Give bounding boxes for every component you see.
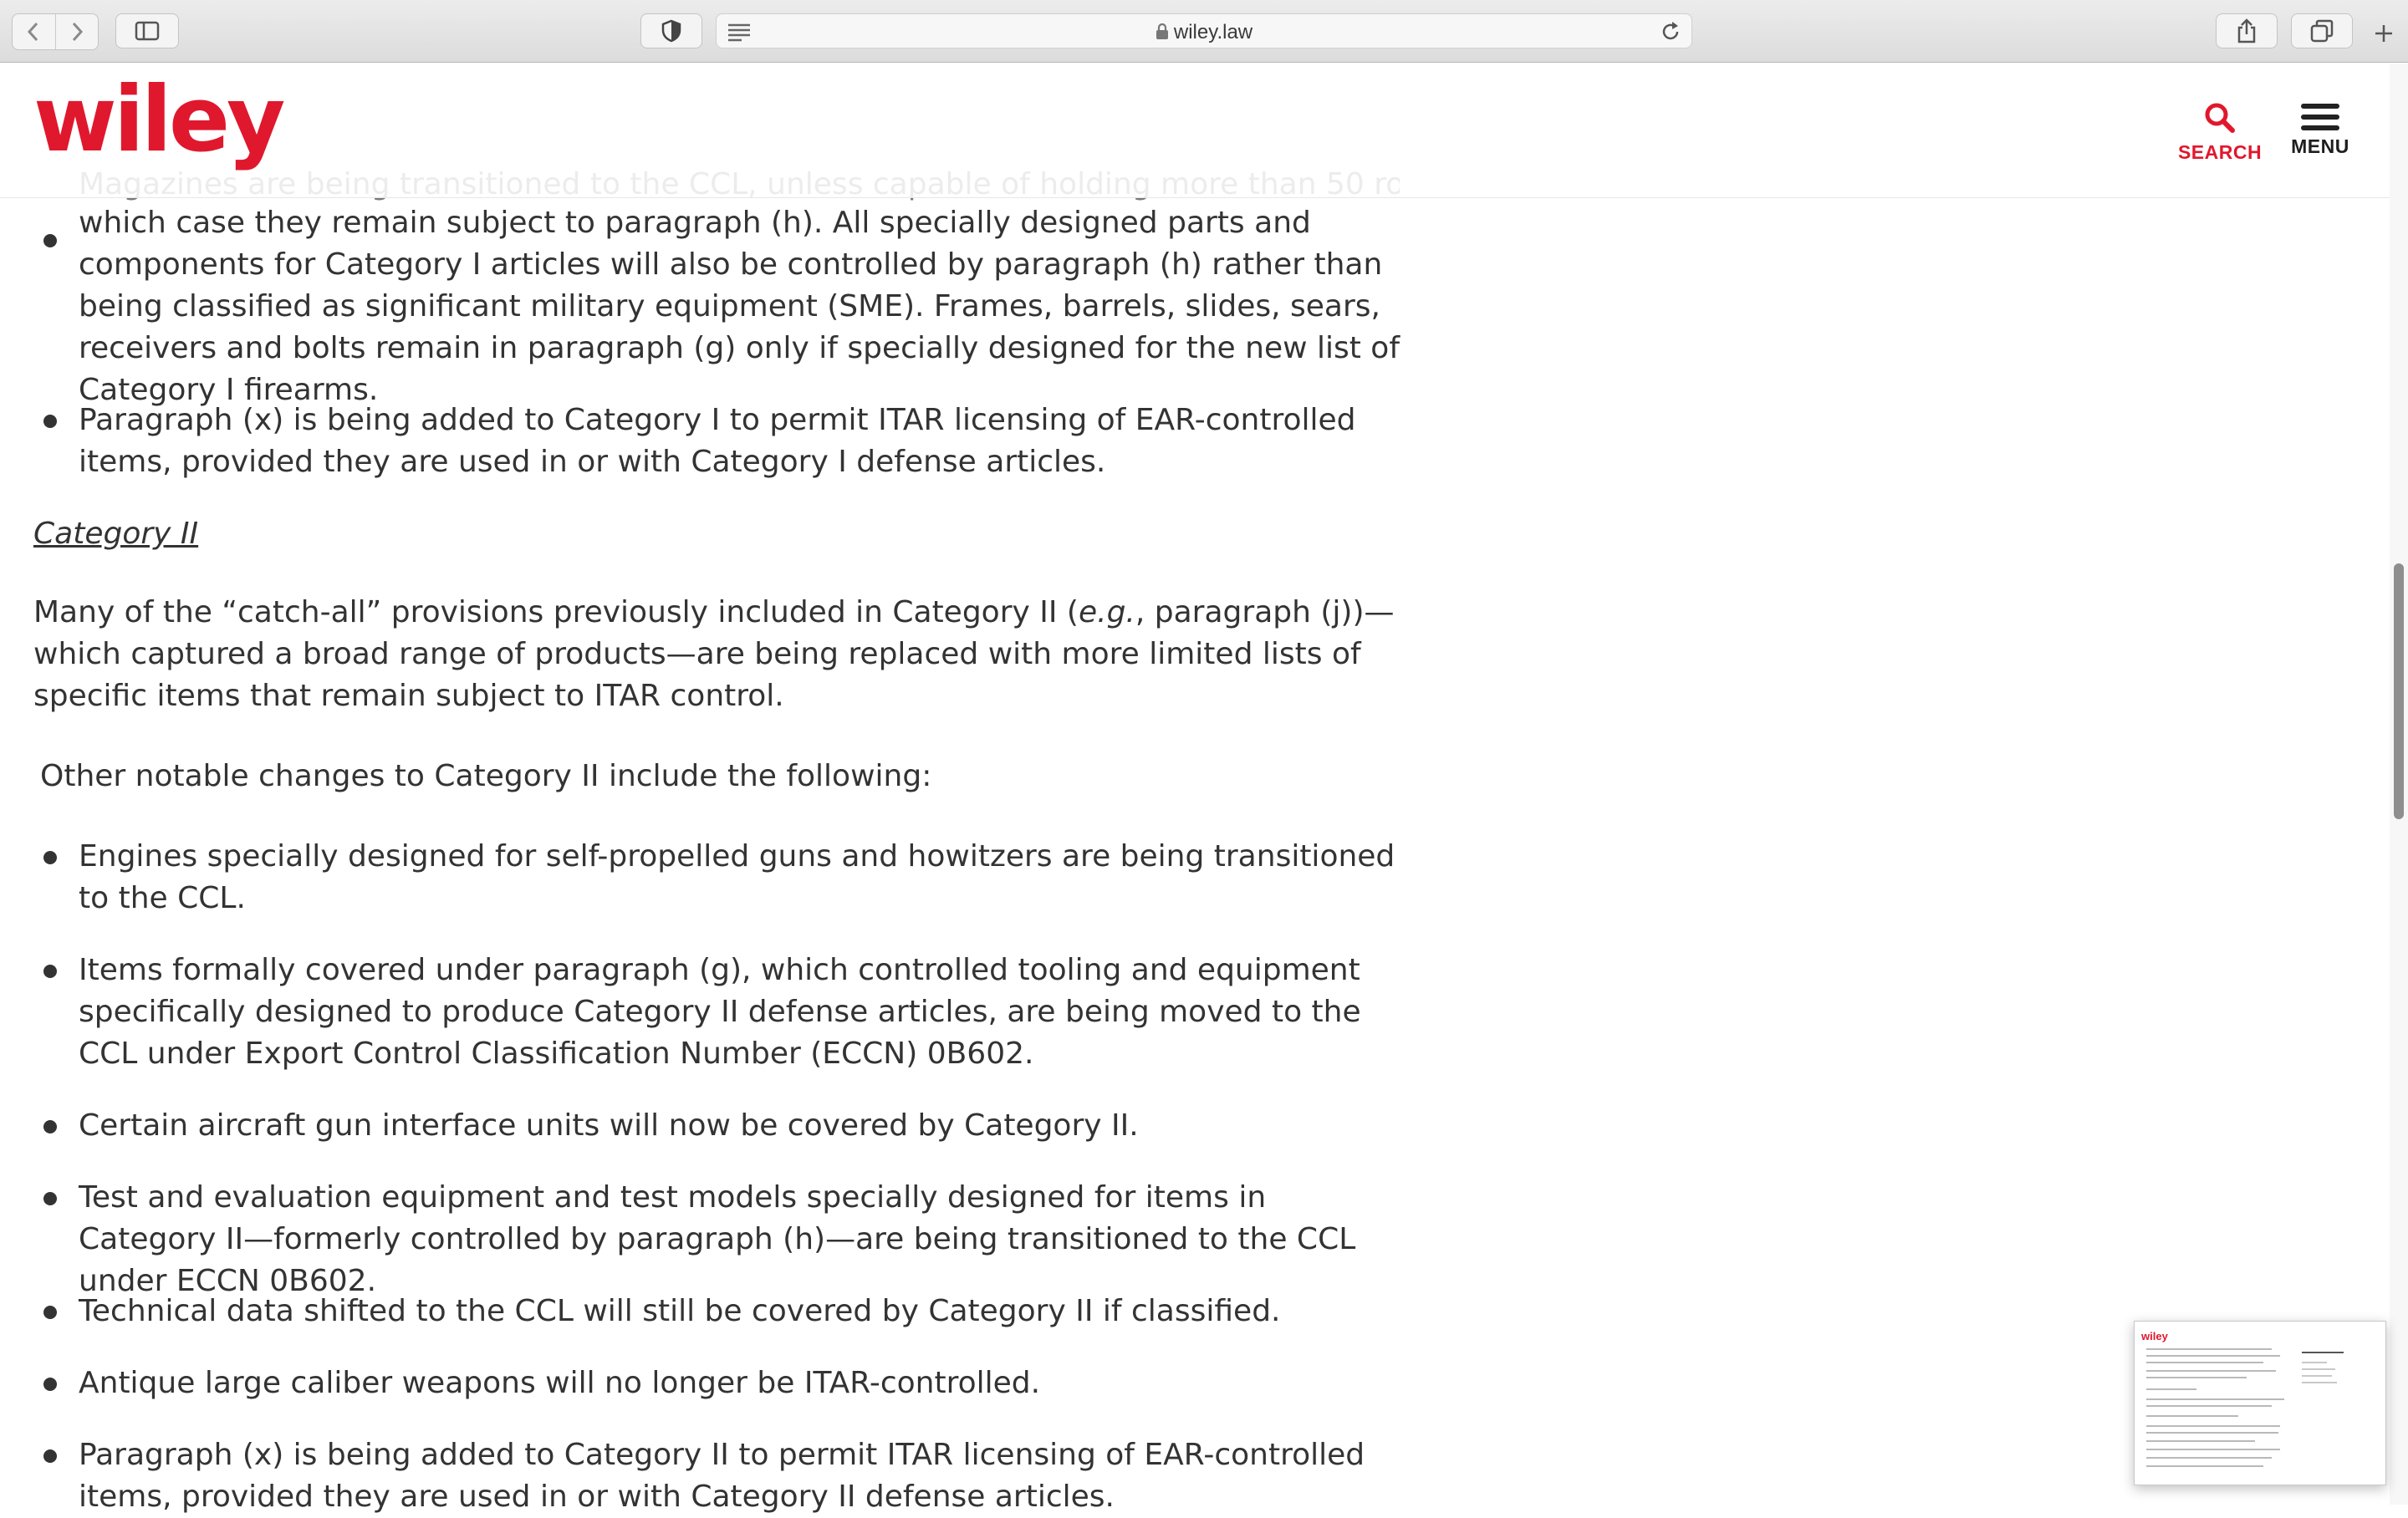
sidebar-button[interactable]	[115, 13, 179, 48]
hamburger-icon	[2283, 104, 2358, 130]
list-item: Paragraph (x) is being added to Category II to permit ITAR licensing of EAR-controlled items, provided they are used in or with Category II defense articles.	[79, 1438, 1365, 1514]
chevron-left-icon	[26, 21, 41, 43]
shield-icon	[661, 19, 681, 43]
paragraph: Other notable changes to Category II include the following:	[40, 759, 932, 793]
share-button[interactable]	[2216, 13, 2278, 48]
plus-icon	[2373, 23, 2395, 44]
url-text: wiley.law	[1173, 21, 1253, 43]
new-tab-button[interactable]	[2363, 15, 2405, 52]
list-item: Items formally covered under paragraph (g), which controlled tooling and equipment specifically designed to produce Category II defense articles, are being moved to the CCL under Export Control Classification Number (ECCN) 0B602.	[79, 953, 1361, 1071]
bullet-dot	[43, 965, 57, 978]
menu-label: MENU	[2291, 135, 2349, 157]
paragraph	[33, 592, 1405, 717]
back-button[interactable]	[13, 14, 55, 49]
section-heading: Category II	[33, 517, 199, 551]
list-item: Technical data shifted to the CCL will still be covered by Category II if classified.	[79, 1294, 1281, 1328]
bullet-dot	[43, 1192, 57, 1205]
paragraph-text: Many of the “catch-all” provisions previously included in Category II (	[33, 595, 1079, 629]
list-item: which case they remain subject to paragraph (h). All specially designed parts and components for Category I articles will also be controlled by paragraph (h) rather than being classified as significant military equipment (SME). Frames, barrels, slides, sears, receivers and bolts remain in paragraph (g) only if specially designed for the new list of Category I firearms.	[79, 206, 1400, 407]
bullet-dot	[43, 1306, 57, 1319]
list-item: Paragraph (x) is being added to Category I to permit ITAR licensing of EAR-controlled items, provided they are used in or with Category I defense articles.	[79, 403, 1356, 479]
bullet-dot	[43, 1120, 57, 1133]
list-item: Antique large caliber weapons will no longer be ITAR-controlled.	[79, 1366, 1041, 1400]
tabs-icon	[2310, 19, 2334, 43]
bullet-dot	[43, 234, 57, 247]
paragraph-emphasis: e.g.	[1078, 595, 1135, 629]
scrollbar-thumb[interactable]	[2394, 563, 2404, 819]
forward-button[interactable]	[55, 14, 99, 49]
url-display[interactable]	[717, 21, 1691, 44]
tab-overview-button[interactable]	[2291, 13, 2353, 48]
page-thumbnail[interactable]	[2134, 1321, 2386, 1485]
thumbnail-logo: wiley	[2141, 1330, 2168, 1342]
search-icon	[2204, 102, 2236, 134]
chevron-right-icon	[69, 21, 84, 43]
bullet-dot	[43, 1378, 57, 1391]
list-item: Certain aircraft gun interface units will now be covered by Category II.	[79, 1108, 1139, 1143]
address-bar[interactable]	[716, 13, 1692, 48]
site-header	[0, 64, 2390, 198]
bullet-dot	[43, 851, 57, 864]
privacy-report-button[interactable]	[640, 13, 702, 48]
bullet-dot	[43, 1449, 57, 1463]
browser-toolbar	[0, 0, 2408, 63]
reload-icon[interactable]	[1660, 21, 1681, 43]
share-icon	[2237, 18, 2257, 43]
list-item: Engines specially designed for self-propelled guns and howitzers are being transitioned to the CCL.	[79, 839, 1395, 915]
search-label: SEARCH	[2177, 141, 2263, 163]
sidebar-icon	[135, 21, 160, 41]
paragraph-text: , paragraph (j))—which captured a broad range of products—are being replaced with more limited lists of specific items that remain subject to ITAR control.	[33, 595, 1395, 713]
list-item: Test and evaluation equipment and test models specially designed for items in Category II—formerly controlled by paragraph (h)—are being transitioned to the CCL under ECCN 0B602.	[79, 1180, 1356, 1298]
history-nav	[12, 13, 99, 50]
menu-button[interactable]	[2283, 104, 2358, 158]
bullet-dot	[43, 415, 57, 428]
search-button[interactable]	[2174, 102, 2266, 164]
lock-icon	[1156, 23, 1169, 40]
wiley-logo[interactable]: wiley	[33, 68, 283, 172]
